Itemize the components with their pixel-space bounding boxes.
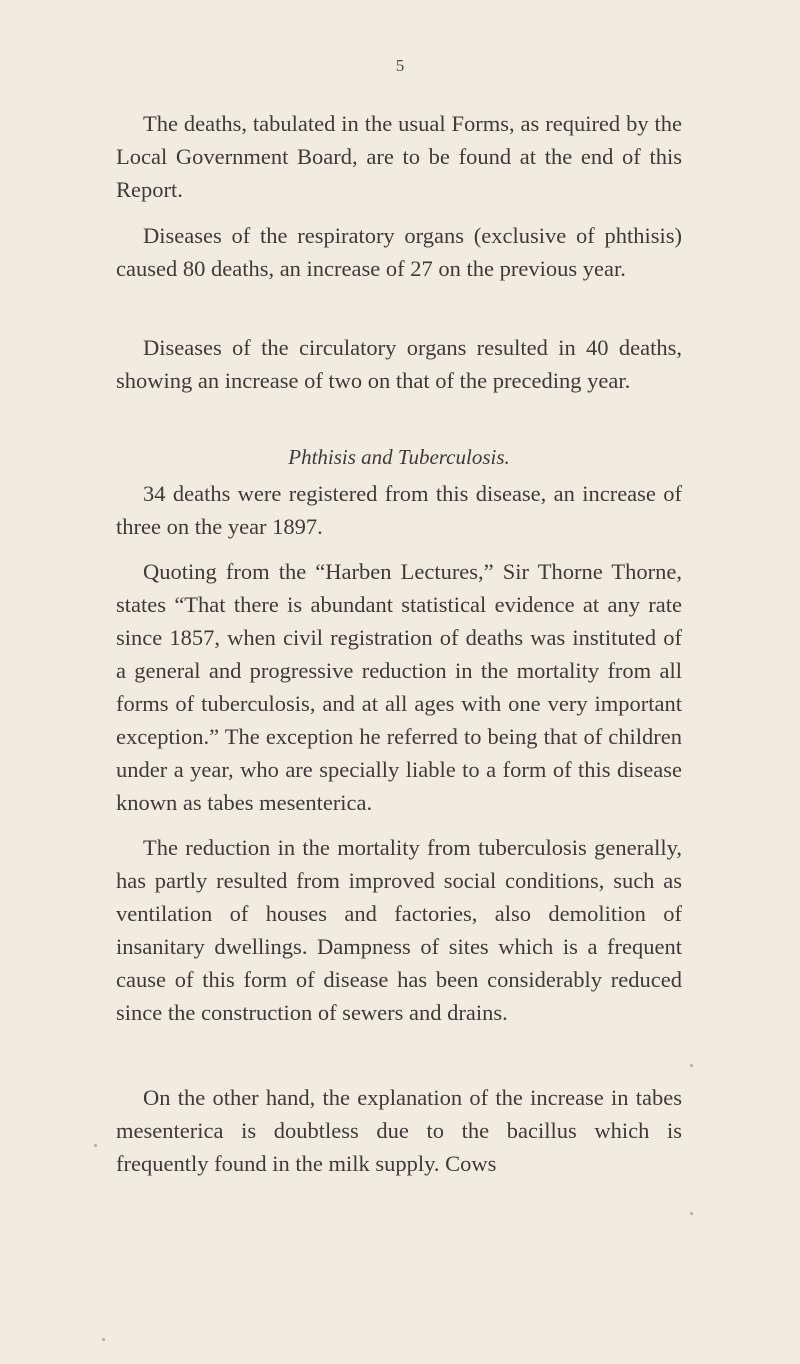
paragraph-text: Diseases of the respiratory organs (exclusive of phthisis) caused 80 deaths, an increase of 27 on the previous year. bbox=[116, 223, 682, 281]
page-number: 5 bbox=[395, 56, 405, 75]
paper-speck bbox=[94, 1144, 97, 1147]
paper-speck bbox=[690, 1064, 693, 1067]
paragraph-text: The reduction in the mortality from tuberculosis generally, has partly resulted from improved social conditions, such as ventilation of houses and factories, also demolition of insanitary dwellings. Dampness of sites which is a frequent cause of this form of disease has been considerably reduced since the construction of sewers and drains. bbox=[116, 835, 682, 1025]
paragraph-34-deaths bbox=[116, 477, 682, 543]
paragraph-text: The deaths, tabulated in the usual Forms, as required by the Local Government Board, are to be found at the end of this Report. bbox=[116, 111, 682, 202]
paragraph-circulatory bbox=[116, 331, 682, 397]
paragraph-respiratory bbox=[116, 219, 682, 285]
paragraph-text: On the other hand, the explanation of the increase in tabes mesenterica is doubtless due to the bacillus which is frequently found in the milk supply. Cows bbox=[116, 1085, 682, 1176]
paragraph-text: 34 deaths were registered from this disease, an increase of three on the year 1897. bbox=[116, 481, 682, 539]
paragraph-other-hand bbox=[116, 1081, 682, 1180]
paper-speck bbox=[102, 1338, 105, 1341]
section-heading: Phthisis and Tuberculosis. bbox=[288, 445, 510, 469]
paragraph-reduction-mortality bbox=[116, 831, 682, 1029]
paragraph-text: Quoting from the “Harben Lectures,” Sir Thorne Thorne, states “That there is abundant statistical evidence at any rate since 1857, when civil registration of deaths was instituted of a general and progressive reduction in the mortality from all forms of tuberculosis, and at all ages with one very important exception.” The exception he referred to being that of children under a year, who are specially liable to a form of this disease known as tabes mesenterica. bbox=[116, 559, 682, 815]
paper-speck bbox=[690, 1212, 693, 1215]
paragraph-deaths-tabulated bbox=[116, 107, 682, 206]
section-heading-block bbox=[116, 441, 682, 474]
paragraph-text: Diseases of the circulatory organs resulted in 40 deaths, showing an increase of two on that of the preceding year. bbox=[116, 335, 682, 393]
paragraph-harben-lectures bbox=[116, 555, 682, 819]
